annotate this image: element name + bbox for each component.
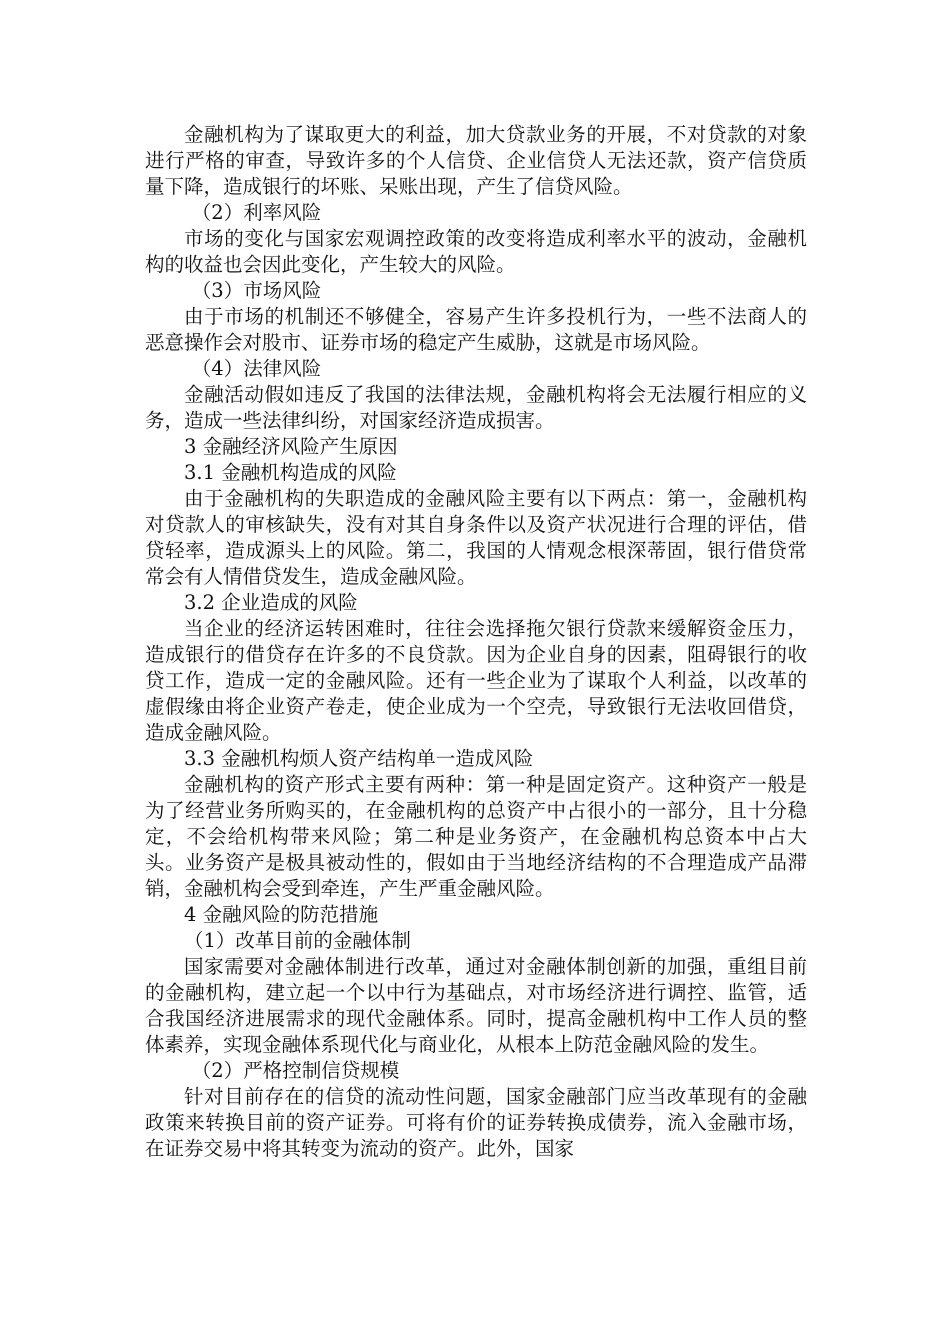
heading-legal-risk: （4）法律风险 <box>191 357 322 380</box>
section-heading-3: 3 金融经济风险产生原因 <box>184 435 398 458</box>
paragraph-3-3: 金融机构的资产形式主要有两种：第一种是固定资产。这种资产一般是为了经营业务所购买的，在金融机构的总资产中占很小的一部分，且十分稳定，不会给机构带来风险；第二种是业务资产，在金融机构总资本中占大头。业务资产是极具被动性的，假如由于当地经济结构的不合理造成产品滞销，金融机构会受到牵连，产生严重金融风险。 <box>145 773 807 900</box>
paragraph-market-risk: 由于市场的机制还不够健全，容易产生许多投机行为，一些不法商人的恶意操作会对股市、证券市场的稳定产生威胁，这就是市场风险。 <box>145 305 807 354</box>
paragraph-legal-risk: 金融活动假如违反了我国的法律法规，金融机构将会无法履行相应的义务，造成一些法律纠纷，对国家经济造成损害。 <box>145 383 807 432</box>
heading-control-credit: （2）严格控制信贷规模 <box>191 1059 400 1082</box>
paragraph-reform-system: 国家需要对金融体制进行改革，通过对金融体制创新的加强，重组目前的金融机构，建立起一个以中行为基础点，对市场经济进行调控、监管，适合我国经济进展需求的现代金融体系。同时，提高金融机构中工作人员的整体素养，实现金融体系现代化与商业化，从根本上防范金融风险的发生。 <box>145 955 807 1056</box>
paragraph-3-1: 由于金融机构的失职造成的金融风险主要有以下两点：第一，金融机构对贷款人的审核缺失，没有对其自身条件以及资产状况进行合理的评估，借贷轻率，造成源头上的风险。第二，我国的人情观念根深蒂固，银行借贷常常会有人情借贷发生，造成金融风险。 <box>145 487 807 588</box>
paragraph-control-credit: 针对目前存在的信贷的流动性问题，国家金融部门应当改革现有的金融政策来转换目前的资产证券。可将有价的证券转换成债券，流入金融市场，在证券交易中将其转变为流动的资产。此外，国家 <box>145 1085 807 1160</box>
section-heading-3-1: 3.1 金融机构造成的风险 <box>184 461 397 484</box>
paragraph-3-2: 当企业的经济运转困难时，往往会选择拖欠银行贷款来缓解资金压力，造成银行的借贷存在许多的不良贷款。因为企业自身的因素，阻碍银行的收贷工作，造成一定的金融风险。还有一些企业为了谋取个人利益，以改革的虚假缘由将企业资产卷走，使企业成为一个空壳，导致银行无法收回借贷，造成金融风险。 <box>145 617 807 744</box>
section-heading-3-2: 3.2 企业造成的风险 <box>184 591 358 614</box>
section-heading-3-3: 3.3 金融机构烦人资产结构单一造成风险 <box>184 747 534 770</box>
paragraph-interest-rate-risk: 市场的变化与国家宏观调控政策的改变将造成利率水平的波动，金融机构的收益也会因此变化，产生较大的风险。 <box>145 227 807 276</box>
paragraph-credit-risk: 金融机构为了谋取更大的利益，加大贷款业务的开展，不对贷款的对象进行严格的审查，导致许多的个人信贷、企业信贷人无法还款，资产信贷质量下降，造成银行的坏账、呆账出现，产生了信贷风险。 <box>145 123 807 198</box>
document-body <box>145 122 807 1162</box>
section-heading-4: 4 金融风险的防范措施 <box>184 903 379 926</box>
heading-reform-system: （1）改革目前的金融体制 <box>184 929 411 952</box>
heading-market-risk: （3）市场风险 <box>191 279 322 302</box>
heading-interest-rate-risk: （2）利率风险 <box>191 201 322 224</box>
